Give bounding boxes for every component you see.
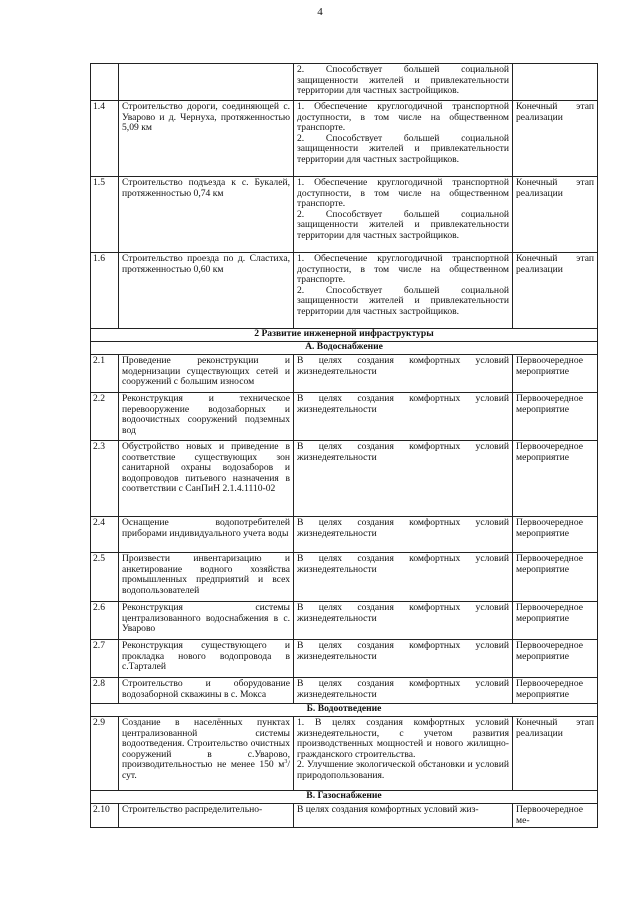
implementation-term: Первоочередное мероприятие: [513, 393, 598, 441]
result-point: 2. Способствует большей социальной защищенности жителей и привлекательности территории для частных застройщиков.: [297, 208, 509, 241]
measure-result: [294, 177, 513, 253]
implementation-term: Конечный этап реализации: [513, 177, 598, 253]
result-point: В целях создания комфортных условий жизнедеятельности: [297, 640, 509, 662]
measure-name-text: Создание в населённых пунктах централизованной системы водоотведения. Строительство очистных сооружений в с.Уварово, производительностью не менее 150: [122, 717, 290, 771]
row-number: 2.2: [91, 393, 119, 441]
measure-name-unit: м: [278, 759, 285, 771]
measure-name: Строительство подъезда к с. Букалей, протяженностью 0,74 км: [119, 177, 294, 253]
page-number: 4: [317, 6, 323, 18]
measure-name: Строительство дороги, соединяющей с. Уварово и д. Чернуха, протяженностью 5,09 км: [119, 101, 294, 177]
section-row: [91, 342, 598, 355]
measure-result: [294, 678, 513, 704]
result-point: 1. В целях создания комфортных условий жизнедеятельности, с учетом развития производственных мощностей и нового жилищно-гражданского строительства.: [297, 717, 509, 760]
measure-result: [294, 602, 513, 640]
section-row: [91, 329, 598, 342]
measure-result: [294, 253, 513, 329]
table-row: [91, 602, 598, 640]
result-point: В целях создания комфортных условий жизнедеятельности: [297, 678, 509, 700]
table-row: [91, 640, 598, 678]
result-point: В целях создания комфортных условий жизнедеятельности: [297, 602, 509, 624]
table-row: [91, 553, 598, 602]
measure-name: Оснащение водопотребителей приборами индивидуального учета воды: [119, 517, 294, 553]
unit-exponent: 3: [284, 759, 288, 766]
measure-name: Произвести инвентаризацию и анкетирование водного хозяйства промышленных предприятий и всех водопользователей: [119, 553, 294, 602]
measure-name: Строительство проезда по д. Сластиха, протяженностью 0,60 км: [119, 253, 294, 329]
table-row: [91, 101, 598, 177]
result-point: В целях создания комфортных условий жизнедеятельности: [297, 441, 509, 463]
row-number: 1.4: [91, 101, 119, 177]
implementation-term: [513, 64, 598, 101]
result-point: 1. Обеспечение круглогодичной транспортной доступности, в том числе на общественном транспорте.: [297, 101, 509, 134]
measure-result: [294, 717, 513, 791]
implementation-term: Первоочередное мероприятие: [513, 553, 598, 602]
measure-name: Проведение реконструкции и модернизации существующих сетей и сооружений с большим износом: [119, 355, 294, 393]
table-row: [91, 355, 598, 393]
measure-name: [119, 64, 294, 101]
table-row: [91, 64, 598, 101]
measure-result: [294, 101, 513, 177]
result-point: В целях создания комфортных условий жиз-: [297, 804, 479, 815]
row-number: 1.6: [91, 253, 119, 329]
row-number: 2.6: [91, 602, 119, 640]
result-point: 2. Способствует большей социальной защищенности жителей и привлекательности территории для частных застройщиков.: [297, 64, 509, 97]
measure-name: Обустройство новых и приведение в соответствие существующих зон санитарной охраны водозаборов и водопроводов питьевого назначения в соответствии с СанПиН 2.1.4.1110-02: [119, 441, 294, 517]
measure-result: [294, 640, 513, 678]
row-number: 2.5: [91, 553, 119, 602]
measure-name: Реконструкция системы централизованного водоснабжения в с. Уварово: [119, 602, 294, 640]
result-point: В целях создания комфортных условий жизнедеятельности: [297, 517, 509, 539]
measure-result: [294, 393, 513, 441]
measure-name: Строительство распределительно-: [119, 804, 294, 828]
table-row: [91, 441, 598, 517]
table-row: [91, 717, 598, 791]
measure-result: [294, 64, 513, 101]
implementation-term: Первоочередное мероприятие: [513, 640, 598, 678]
result-point: 2. Улучшение экологической обстановки и условий природопользования.: [297, 759, 509, 781]
result-point: 2. Способствует большей социальной защищенности жителей и привлекательности территории для частных застройщиков.: [297, 284, 509, 317]
table-row: [91, 253, 598, 329]
measure-result: [294, 553, 513, 602]
result-point: 1. Обеспечение круглогодичной транспортной доступности, в том числе на общественном транспорте.: [297, 177, 509, 210]
measure-name: Реконструкция и техническое перевооружение водозаборных и водоочистных сооружений подземных вод: [119, 393, 294, 441]
implementation-term: Первоочередное мероприятие: [513, 678, 598, 704]
implementation-term: Первоочередное мероприятие: [513, 517, 598, 553]
table-row: [91, 517, 598, 553]
table-row: [91, 804, 598, 828]
measure-result: [294, 441, 513, 517]
subsection-heading: А. Водоснабжение: [91, 342, 598, 355]
measure-name: Строительство и оборудование водозаборной скважины в с. Мокса: [119, 678, 294, 704]
result-point: В целях создания комфортных условий жизнедеятельности: [297, 393, 509, 415]
table-row: [91, 177, 598, 253]
row-number: 2.9: [91, 717, 119, 791]
subsection-heading: В. Газоснабжение: [91, 791, 598, 804]
row-number: 2.3: [91, 441, 119, 517]
implementation-term: Конечный этап реализации: [513, 253, 598, 329]
implementation-term: Конечный этап реализации: [513, 717, 598, 791]
section-heading: 2 Развитие инженерной инфраструктуры: [91, 329, 598, 342]
measure-name: [119, 717, 294, 791]
result-point: В целях создания комфортных условий жизнедеятельности: [297, 553, 509, 575]
section-row: [91, 791, 598, 804]
row-number: 2.10: [91, 804, 119, 828]
row-number: 2.8: [91, 678, 119, 704]
row-number: 2.4: [91, 517, 119, 553]
implementation-term: Первоочередное мероприятие: [513, 441, 598, 517]
result-point: 1. Обеспечение круглогодичной транспортной доступности, в том числе на общественном транспорте.: [297, 253, 509, 286]
result-point: В целях создания комфортных условий жизнедеятельности: [297, 355, 509, 377]
implementation-term: Конечный этап реализации: [513, 101, 598, 177]
row-number: 2.1: [91, 355, 119, 393]
result-point: 2. Способствует большей социальной защищенности жителей и привлекательности территории для частных застройщиков.: [297, 132, 509, 165]
row-number: 2.7: [91, 640, 119, 678]
subsection-heading: Б. Водоотведение: [91, 704, 598, 717]
section-row: [91, 704, 598, 717]
row-number: 1.5: [91, 177, 119, 253]
measure-name: Реконструкция существующего и прокладка нового водопровода в с.Тарталей: [119, 640, 294, 678]
implementation-term: Первоочередное мероприятие: [513, 355, 598, 393]
measures-table: [90, 63, 598, 828]
measure-name-unit-tail: /сут.: [122, 759, 290, 781]
measure-result: [294, 804, 513, 828]
measure-result: [294, 517, 513, 553]
measure-result: [294, 355, 513, 393]
row-number: [91, 64, 119, 101]
implementation-term: Первоочередное мероприятие: [513, 602, 598, 640]
table-row: [91, 393, 598, 441]
table-row: [91, 678, 598, 704]
implementation-term: Первоочередное ме-: [513, 804, 598, 828]
